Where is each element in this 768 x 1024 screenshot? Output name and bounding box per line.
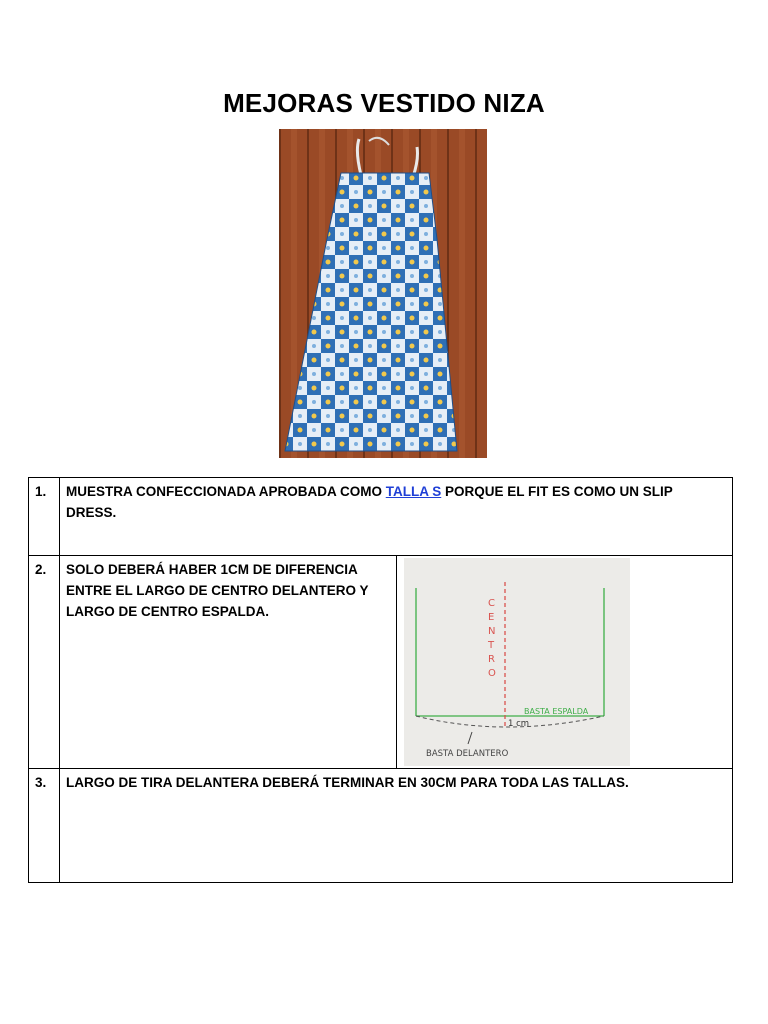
- page-title: MEJORAS VESTIDO NIZA: [223, 88, 545, 118]
- centro-letter: C: [487, 598, 495, 609]
- dress-image: [279, 129, 487, 458]
- centro-letter: N: [487, 626, 495, 637]
- centro-letter: R: [487, 654, 495, 665]
- item-number: 3.: [29, 769, 60, 883]
- basta-delantero-label: BASTA DELANTERO: [425, 749, 508, 759]
- table-row: [29, 478, 733, 556]
- item-text: LARGO DE TIRA DELANTERA DEBERÁ TERMINAR EN 30CM PARA TODA LAS TALLAS.: [60, 769, 733, 883]
- item-number: 1.: [29, 478, 60, 556]
- item-number: 2.: [29, 556, 60, 769]
- item-text: MUESTRA CONFECCIONADA APROBADA COMO TALLA S PORQUE EL FIT ES COMO UN SLIP DRESS.: [60, 478, 733, 556]
- centro-letter: T: [487, 640, 494, 651]
- centro-letter: O: [487, 668, 496, 679]
- hem-sketch-cell: [396, 556, 733, 769]
- table-row: [29, 556, 733, 769]
- size-link[interactable]: TALLA S: [385, 484, 442, 499]
- improvements-table: [28, 477, 733, 883]
- basta-espalda-label: BASTA ESPALDA: [523, 707, 588, 716]
- hem-sketch: [404, 558, 630, 766]
- item-text: SOLO DEBERÁ HABER 1CM DE DIFERENCIA ENTRE EL LARGO DE CENTRO DELANTERO Y LARGO DE CENTRO ESPALDA.: [60, 556, 397, 769]
- centro-letter: E: [487, 612, 494, 623]
- table-row: [29, 769, 733, 883]
- dress-photo: [279, 129, 487, 458]
- measure-label: 1 cm: [507, 719, 529, 729]
